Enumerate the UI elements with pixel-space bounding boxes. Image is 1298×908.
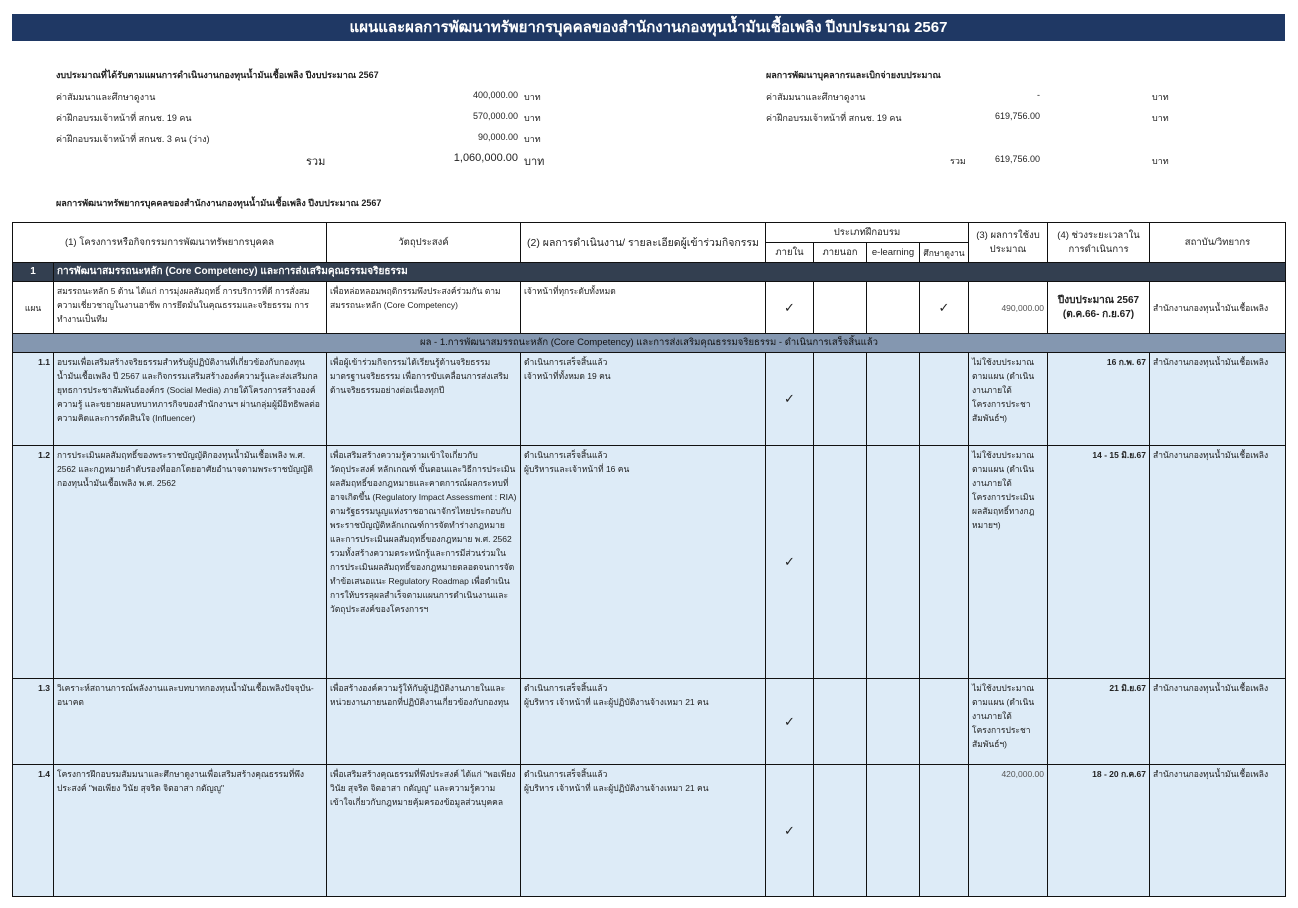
row-institute: สำนักงานกองทุนน้ำมันเชื้อเพลิง (1150, 679, 1286, 765)
table-row (13, 446, 1286, 679)
row-budget: 420,000.00 (969, 765, 1048, 897)
spent-total-unit: บาท (1152, 156, 1169, 166)
row-result: ดำเนินการเสร็จสิ้นแล้ว ผู้บริหาร เจ้าหน้าที่ และผู้ปฏิบัติงานจ้างเหมา 21 คน (521, 765, 766, 897)
budget-item-label: ค่าฝึกอบรมเจ้าหน้าที่ สกนช. 19 คน (56, 113, 192, 123)
type-external (814, 353, 867, 446)
header-type-external: ภายนอก (814, 243, 867, 263)
spent-heading: ผลการพัฒนาบุคลากรและเบิกจ่ายงบประมาณ (766, 70, 941, 80)
header-budget: (3) ผลการใช้งบประมาณ (969, 223, 1048, 263)
header-institute: สถาบัน/วิทยากร (1150, 223, 1286, 263)
header-type-elearning: e-learning (867, 243, 920, 263)
type-study-visit (920, 679, 969, 765)
page-title: แผนและผลการพัฒนาทรัพยากรบุคคลของสำนักงานกองทุนน้ำมันเชื้อเพลิง ปีงบประมาณ 2567 (12, 14, 1285, 41)
spent-item-amount: - (1037, 90, 1040, 100)
check-icon: ✓ (766, 353, 814, 446)
row-no: 1.3 (13, 679, 54, 765)
header-project: (1) โครงการหรือกิจกรรมการพัฒนาทรัพยากรบุคคล (13, 223, 327, 263)
budget-item-amount: 570,000.00 (472, 111, 518, 121)
header-period: (4) ช่วงระยะเวลาในการดำเนินการ (1048, 223, 1150, 263)
type-study-visit (920, 446, 969, 679)
type-cell (814, 282, 867, 334)
plan-period: ปีงบประมาณ 2567 (ต.ค.66- ก.ย.67) (1048, 282, 1150, 334)
budget-item-unit: บาท (524, 113, 541, 123)
row-objective: เพื่อสร้างองค์ความรู้ให้กับผู้ปฏิบัติงานภายในและหน่วยงานภายนอกที่ปฏิบัติงานเกี่ยวข้องกับกองทุน (327, 679, 521, 765)
plan-budget: 490,000.00 (969, 282, 1048, 334)
type-elearning (867, 679, 920, 765)
budget-item-label: ค่าสัมมนาและศึกษาดูงาน (56, 92, 156, 102)
check-icon: ✓ (766, 282, 814, 334)
type-study-visit (920, 765, 969, 897)
spent-item-unit: บาท (1152, 113, 1169, 123)
result-band-row (13, 334, 1286, 353)
check-icon: ✓ (920, 282, 969, 334)
check-icon: ✓ (766, 679, 814, 765)
budget-item-label: ค่าฝึกอบรมเจ้าหน้าที่ สกนช. 3 คน (ว่าง) (56, 134, 210, 144)
spent-item-label: ค่าฝึกอบรมเจ้าหน้าที่ สกนช. 19 คน (766, 113, 902, 123)
row-period: 21 มิ.ย.67 (1048, 679, 1150, 765)
spent-item-amount: 619,756.00 (994, 111, 1040, 121)
plan-project: สมรรถนะหลัก 5 ด้าน ได้แก่ การมุ่งผลสัมฤทธิ์ การบริการที่ดี การสั่งสมความเชี่ยวชาญในงานอาชีพ การยึดมั่นในคุณธรรมและจริยธรรม การทำงานเป็นทีม (54, 282, 327, 334)
type-cell (867, 282, 920, 334)
spent-item-unit: บาท (1152, 92, 1169, 102)
row-budget: ไม่ใช้งบประมาณตามแผน (ดำเนินงานภายใต้โครงการประชาสัมพันธ์ฯ) (969, 353, 1048, 446)
row-no: 1.1 (13, 353, 54, 446)
type-external (814, 765, 867, 897)
row-budget: ไม่ใช้งบประมาณตามแผน (ดำเนินงานภายใต้โครงการประเมินผลสัมฤทธิ์ทางกฎหมายฯ) (969, 446, 1048, 679)
row-objective: เพื่อเสริมสร้างความรู้ความเข้าใจเกี่ยวกับวัตถุประสงค์ หลักเกณฑ์ ขั้นตอนและวิธีการประเมินผลสัมฤทธิ์ของกฎหมายและคาดการณ์ผลกระทบที่อาจเกิดขึ้น (Regulatory Impact Assessment : RIA) ตามรัฐธรรมนูญแห่งราชอาณาจักรไทยประกอบกับพระราชบัญญัติหลักเกณฑ์การจัดทำร่างกฎหมายและการประเมินผลสัมฤทธิ์ของกฎหมาย พ.ศ. 2562 รวมทั้งสร้างความตระหนักรู้และการมีส่วนร่วมในการประเมินผลสัมฤทธิ์ของกฎหมายตลอดจนการจัดทำข้อเสนอแนะ Regulatory Roadmap เพื่อดำเนินการให้บรรลุผลสำเร็จตามแผนการดำเนินงานและวัตถุประสงค์ของโครงการฯ (327, 446, 521, 679)
budget-item-amount: 400,000.00 (472, 90, 518, 100)
row-project: โครงการฝึกอบรมสัมมนาและศึกษาดูงานเพื่อเสริมสร้างคุณธรรมที่พึงประสงค์ "พอเพียง วินัย สุจริต จิตอาสา กตัญญู" (54, 765, 327, 897)
table-heading: ผลการพัฒนาทรัพยากรบุคคลของสำนักงานกองทุนน้ำมันเชื้อเพลิง ปีงบประมาณ 2567 (56, 198, 382, 208)
row-period: 18 - 20 ก.ค.67 (1048, 765, 1150, 897)
row-project: การประเมินผลสัมฤทธิ์ของพระราชบัญญัติกองทุนน้ำมันเชื้อเพลิง พ.ศ. 2562 และกฎหมายลำดับรองที่ออกโดยอาศัยอำนาจตามพระราชบัญญัติกองทุนน้ำมันเชื้อเพลิง พ.ศ. 2562 (54, 446, 327, 679)
budget-total-unit: บาท (524, 156, 545, 168)
type-elearning (867, 353, 920, 446)
row-no: 1.4 (13, 765, 54, 897)
spent-total: 619,756.00 (994, 154, 1040, 164)
check-icon: ✓ (766, 765, 814, 897)
plan-result: เจ้าหน้าที่ทุกระดับทั้งหมด (521, 282, 766, 334)
header-type-study-visit: ศึกษาดูงาน (920, 243, 969, 263)
plan-institute: สำนักงานกองทุนน้ำมันเชื้อเพลิง (1150, 282, 1286, 334)
check-icon: ✓ (766, 446, 814, 679)
header-result: (2) ผลการดำเนินงาน/ รายละเอียดผู้เข้าร่วมกิจกรรม (521, 223, 766, 263)
hr-development-table (12, 222, 1286, 897)
row-result: ดำเนินการเสร็จสิ้นแล้ว ผู้บริหาร เจ้าหน้าที่ และผู้ปฏิบัติงานจ้างเหมา 21 คน (521, 679, 766, 765)
row-institute: สำนักงานกองทุนน้ำมันเชื้อเพลิง (1150, 446, 1286, 679)
row-no: 1.2 (13, 446, 54, 679)
row-period: 14 - 15 มิ.ย.67 (1048, 446, 1150, 679)
row-objective: เพื่อผู้เข้าร่วมกิจกรรมได้เรียนรู้ด้านจริยธรรม มาตรฐานจริยธรรม เพื่อการขับเคลื่อนการส่งเสริมด้านจริยธรรมอย่างต่อเนื่องทุกปี (327, 353, 521, 446)
section-title: การพัฒนาสมรรถนะหลัก (Core Competency) และการส่งเสริมคุณธรรมจริยธรรม (54, 263, 1286, 282)
budget-item-unit: บาท (524, 134, 541, 144)
row-project: อบรมเพื่อเสริมสร้างจริยธรรมสำหรับผู้ปฏิบัติงานที่เกี่ยวข้องกับกองทุนน้ำมันเชื้อเพลิง ปี 2567 และกิจกรรมเสริมสร้างองค์ความรู้และส่งเสริมกลยุทธการประชาสัมพันธ์องค์กร (Social Media) ภายใต้โครงการสร้างองค์ความรู้ และขยายผลบทบาทภารกิจของสำนักงานฯ ผ่านกลุ่มผู้มีอิทธิพลต่อความคิดและการตัดสินใจ (Influencer) (54, 353, 327, 446)
budget-item-unit: บาท (524, 92, 541, 102)
row-institute: สำนักงานกองทุนน้ำมันเชื้อเพลิง (1150, 353, 1286, 446)
budget-heading: งบประมาณที่ได้รับตามแผนการดำเนินงานกองทุนน้ำมันเชื้อเพลิง ปีงบประมาณ 2567 (56, 70, 379, 80)
header-type-internal: ภายใน (766, 243, 814, 263)
type-external (814, 679, 867, 765)
row-result: ดำเนินการเสร็จสิ้นแล้ว ผู้บริหารและเจ้าหน้าที่ 16 คน (521, 446, 766, 679)
budget-total-label: รวม (306, 156, 326, 168)
spent-total-label: รวม (950, 156, 966, 166)
type-study-visit (920, 353, 969, 446)
row-objective: เพื่อเสริมสร้างคุณธรรมที่พึงประสงค์ ได้แก่ "พอเพียง วินัย สุจริต จิตอาสา กตัญญู" และความรู้ความเข้าใจเกี่ยวกับกฎหมายคุ้มครองข้อมูลส่วนบุคคล (327, 765, 521, 897)
spent-item-label: ค่าสัมมนาและศึกษาดูงาน (766, 92, 866, 102)
type-external (814, 446, 867, 679)
row-budget: ไม่ใช้งบประมาณตามแผน (ดำเนินงานภายใต้โครงการประชาสัมพันธ์ฯ) (969, 679, 1048, 765)
plan-label: แผน (13, 282, 54, 334)
header-objective: วัตถุประสงค์ (327, 223, 521, 263)
table-row (13, 353, 1286, 446)
plan-row (13, 282, 1286, 334)
row-institute: สำนักงานกองทุนน้ำมันเชื้อเพลิง (1150, 765, 1286, 897)
section-no: 1 (13, 263, 54, 282)
table-row (13, 765, 1286, 897)
table-row (13, 679, 1286, 765)
budget-total: 1,060,000.00 (453, 152, 518, 164)
section-row (13, 263, 1286, 282)
header-type: ประเภทฝึกอบรม (766, 223, 969, 243)
row-period: 16 ก.พ. 67 (1048, 353, 1150, 446)
result-band: ผล - 1.การพัฒนาสมรรถนะหลัก (Core Competency) และการส่งเสริมคุณธรรมจริยธรรม - ดำเนินการเสร็จสิ้นแล้ว (13, 334, 1286, 353)
type-elearning (867, 765, 920, 897)
budget-item-amount: 90,000.00 (477, 132, 518, 142)
plan-objective: เพื่อหล่อหลอมพฤติกรรมพึงประสงค์ร่วมกัน ตามสมรรถนะหลัก (Core Competency) (327, 282, 521, 334)
row-project: วิเคราะห์สถานการณ์พลังงานและบทบาทกองทุนน้ำมันเชื้อเพลิงปัจจุบัน-อนาคต (54, 679, 327, 765)
row-result: ดำเนินการเสร็จสิ้นแล้ว เจ้าหน้าที่ทั้งหมด 19 คน (521, 353, 766, 446)
type-elearning (867, 446, 920, 679)
